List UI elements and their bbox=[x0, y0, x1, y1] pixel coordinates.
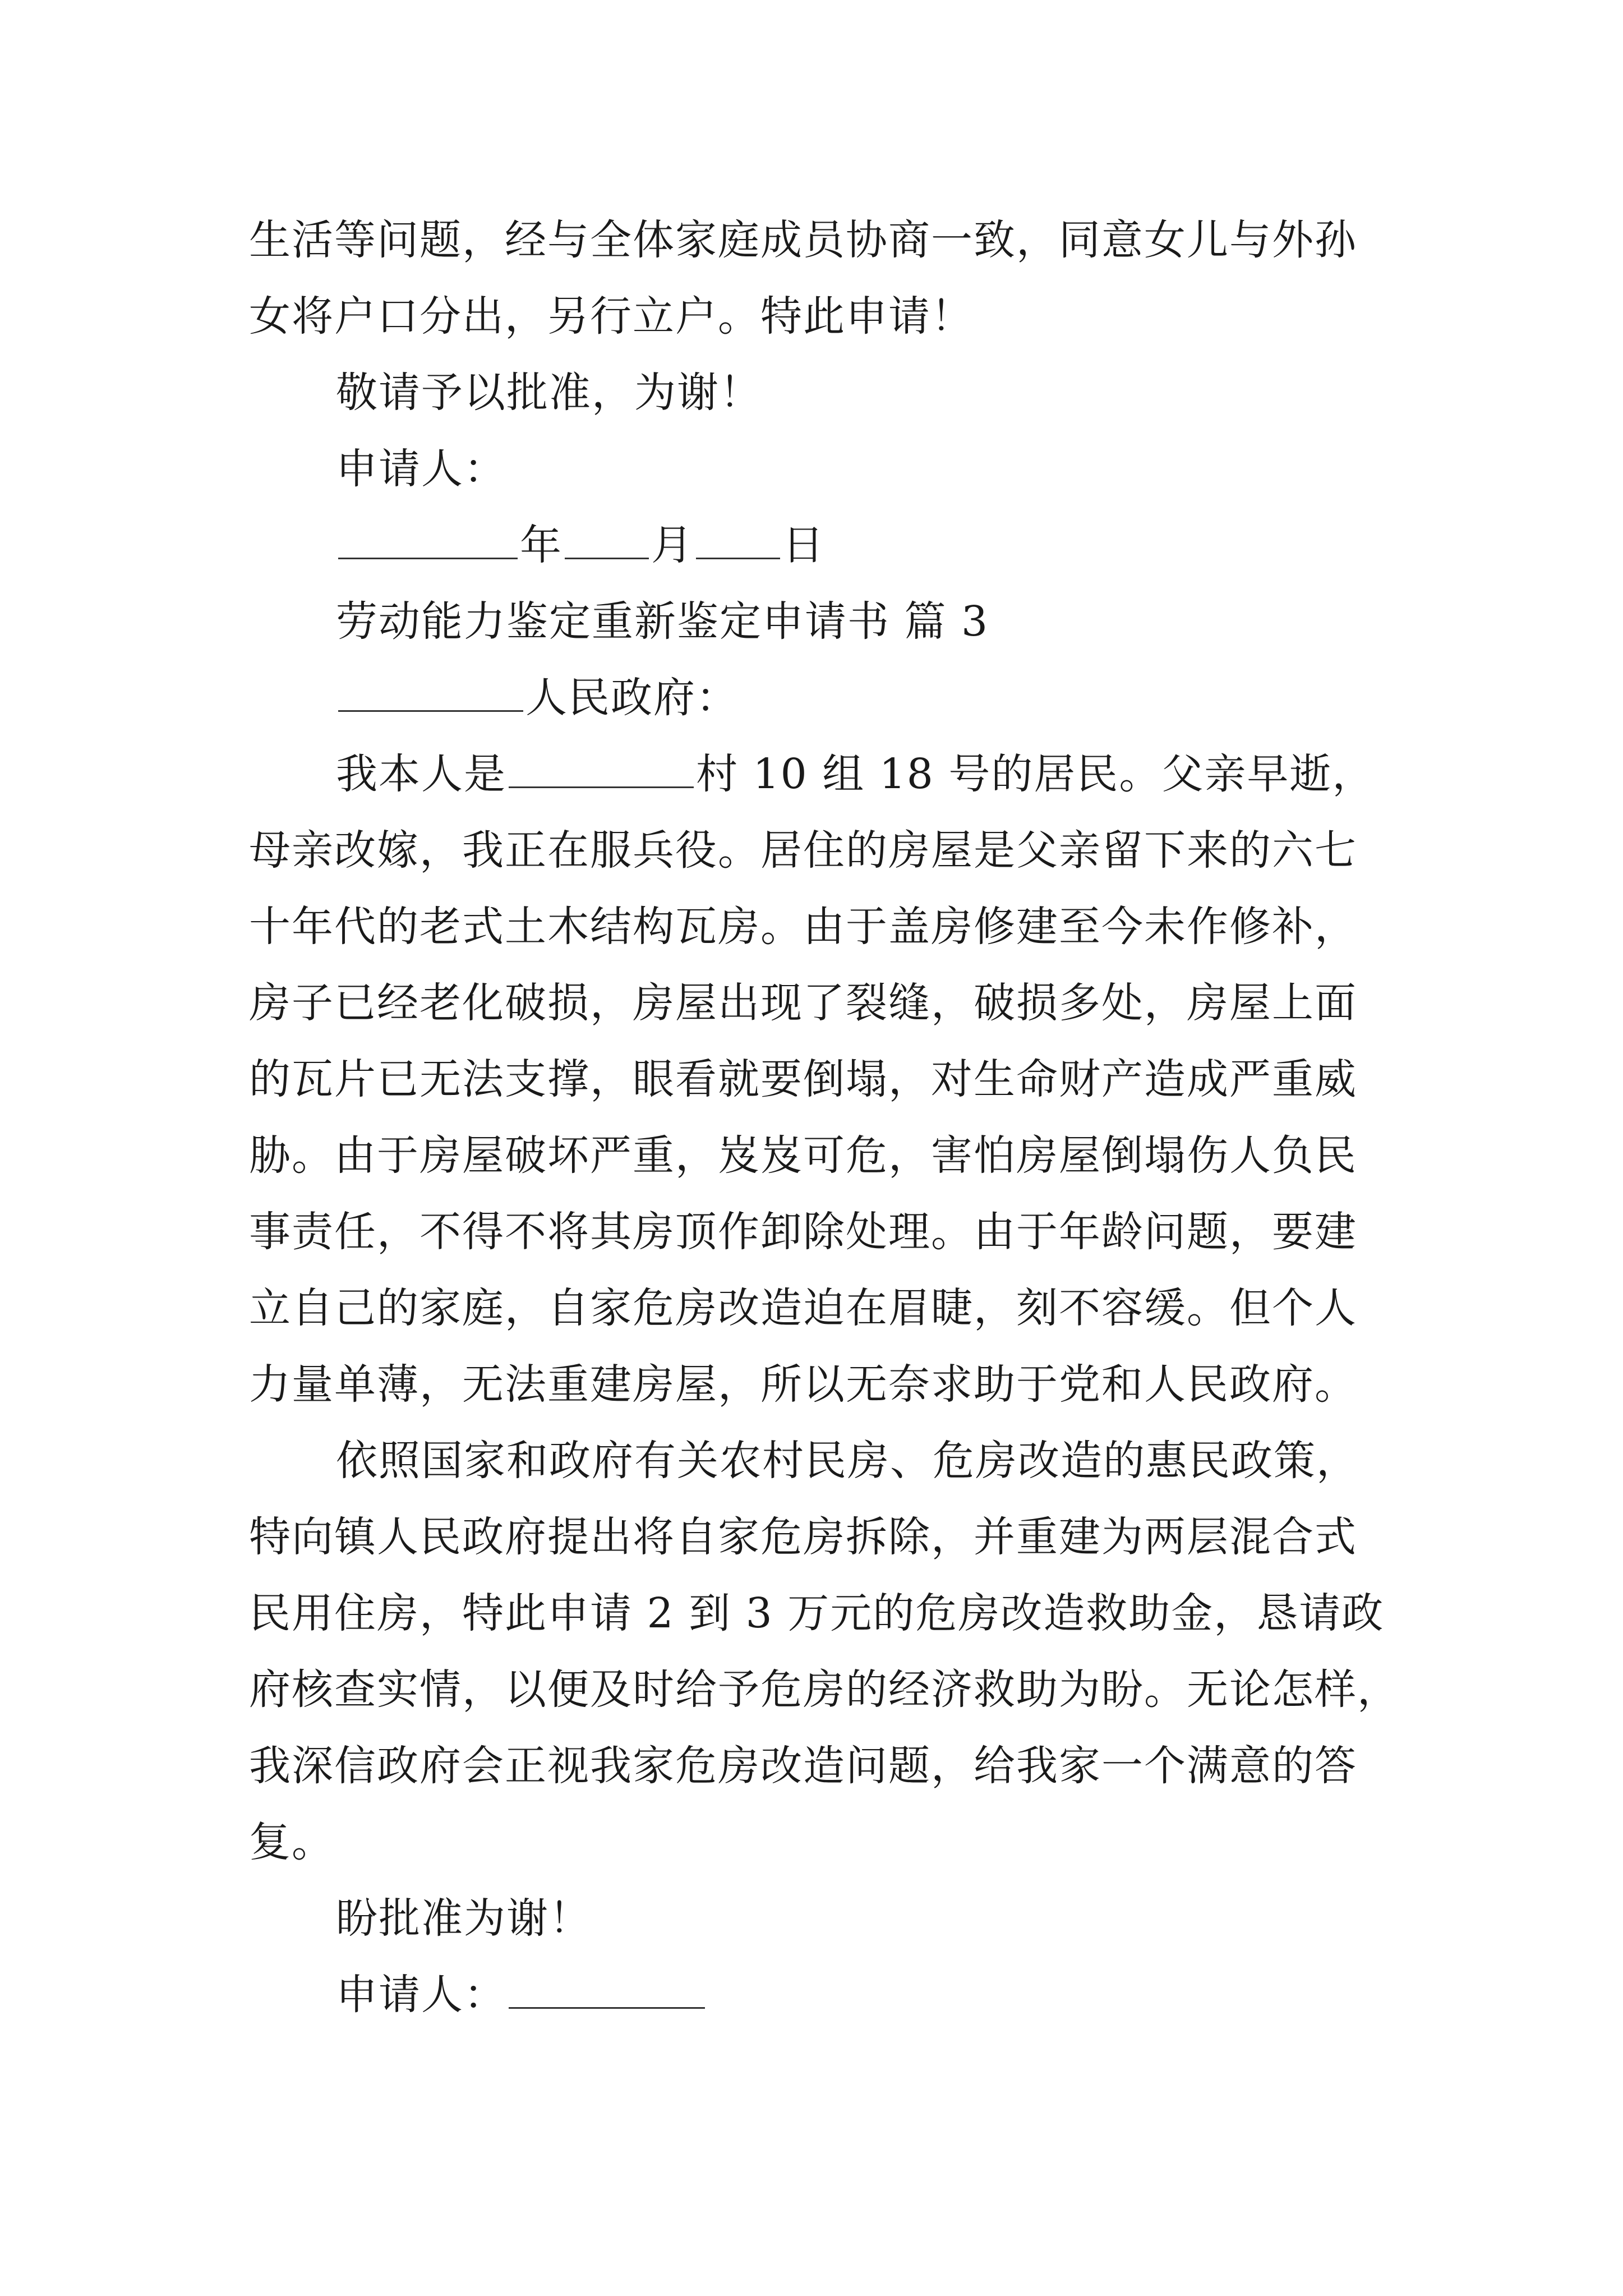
section-title: 劳动能力鉴定重新鉴定申请书 篇 3 bbox=[336, 597, 989, 646]
closing-request: 敬请予以批准，为谢！ bbox=[336, 369, 762, 417]
closing-request: 盼批准为谢！ bbox=[336, 1894, 592, 1943]
paragraph-line: 事责任，不得不将其房顶作卸除处理。由于年龄问题，要建 bbox=[249, 1208, 1357, 1256]
paragraph-continuation: 村 10 组 18 号的居民。父亲早逝， bbox=[696, 750, 1375, 798]
applicant-signature-blank bbox=[509, 1966, 705, 2009]
paragraph-line: 女将户口分出，另行立户。特此申请！ bbox=[249, 292, 974, 341]
paragraph-line: 胁。由于房屋破坏严重，岌岌可危，害怕房屋倒塌伤人负民 bbox=[249, 1131, 1357, 1180]
document-body bbox=[249, 202, 1444, 2033]
addressee-suffix: 人民政府： bbox=[525, 674, 739, 722]
paragraph-line: 特向镇人民政府提出将自家危房拆除，并重建为两层混合式 bbox=[249, 1513, 1357, 1561]
addressee-line bbox=[249, 660, 1444, 736]
day-blank bbox=[696, 516, 780, 559]
day-label: 日 bbox=[782, 521, 825, 569]
month-blank bbox=[565, 516, 649, 559]
year-blank bbox=[338, 516, 518, 559]
applicant-label: 申请人： bbox=[336, 1971, 506, 2019]
paragraph-start: 我本人是 bbox=[336, 750, 506, 798]
government-name-blank bbox=[338, 669, 523, 712]
paragraph-line: 力量单薄，无法重建房屋，所以无奈求助于党和人民政府。 bbox=[249, 1360, 1357, 1409]
paragraph-line: 民用住房，特此申请 2 到 3 万元的危房改造救助金，恳请政 bbox=[249, 1589, 1385, 1637]
paragraph-line bbox=[249, 736, 1444, 812]
village-name-blank bbox=[509, 745, 694, 788]
paragraph-line: 立自己的家庭，自家危房改造迫在眉睫，刻不容缓。但个人 bbox=[249, 1284, 1357, 1332]
paragraph-line: 我深信政府会正视我家危房改造问题，给我家一个满意的答 bbox=[249, 1742, 1357, 1790]
paragraph-line: 依照国家和政府有关农村民房、危房改造的惠民政策， bbox=[336, 1437, 1359, 1485]
paragraph-line: 复。 bbox=[249, 1818, 334, 1866]
year-label: 年 bbox=[520, 521, 562, 569]
paragraph-line: 房子已经老化破损，房屋出现了裂缝，破损多处，房屋上面 bbox=[249, 979, 1357, 1027]
paragraph-line: 生活等问题，经与全体家庭成员协商一致，同意女儿与外孙 bbox=[249, 216, 1357, 264]
paragraph-line: 母亲改嫁，我正在服兵役。居住的房屋是父亲留下来的六七 bbox=[249, 826, 1357, 875]
month-label: 月 bbox=[651, 521, 694, 569]
paragraph-line: 十年代的老式土木结构瓦房。由于盖房修建至今未作修补， bbox=[249, 903, 1357, 951]
applicant-label: 申请人： bbox=[336, 445, 506, 493]
paragraph-line: 的瓦片已无法支撑，眼看就要倒塌，对生命财产造成严重威 bbox=[249, 1055, 1357, 1103]
paragraph-line: 府核查实情，以便及时给予危房的经济救助为盼。无论怎样， bbox=[249, 1665, 1400, 1714]
applicant-signature-line bbox=[249, 1957, 1444, 2033]
date-line bbox=[249, 507, 1444, 583]
